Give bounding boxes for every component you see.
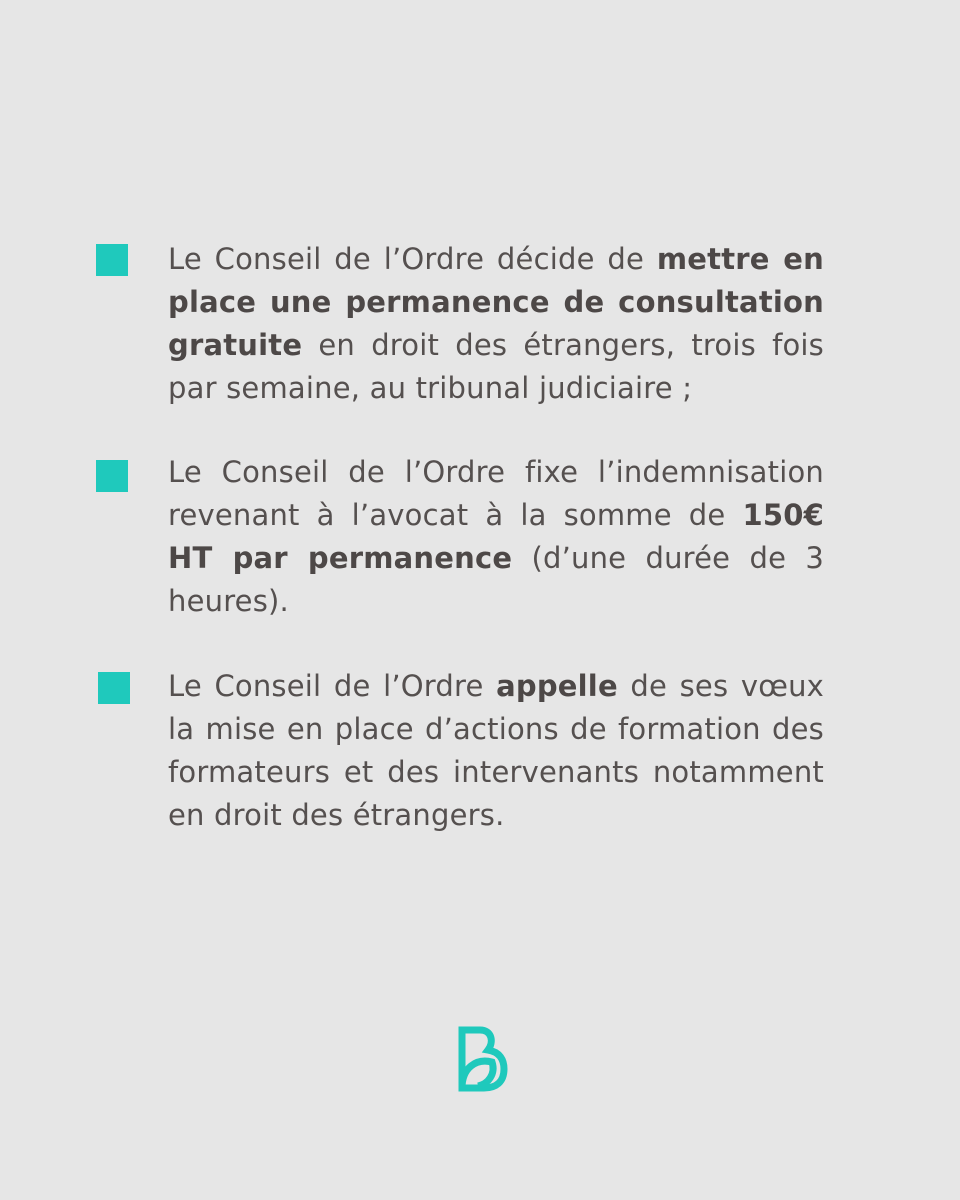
b-logo-icon	[458, 1026, 508, 1092]
text-segment: (d’une durée de 3 heures).	[168, 541, 824, 618]
text-segment: de ses vœux la mise en place d’actions de formation des formateurs et des intervenants notamment en droit des étrangers.	[168, 669, 825, 832]
text-segment-bold: appelle	[496, 669, 618, 703]
text-segment: Le Conseil de l’Ordre	[168, 669, 497, 703]
square-bullet-icon	[96, 460, 128, 492]
text-segment: Le Conseil de l’Ordre fixe l’indemnisation revenant à l’avocat à la somme de	[168, 455, 824, 532]
square-bullet-icon	[98, 672, 130, 704]
list-item-text-3	[168, 665, 824, 837]
text-segment: Le Conseil de l’Ordre décide de	[168, 242, 657, 276]
text-segment-bold: mettre en place une permanence de consultation gratuite	[168, 242, 824, 362]
text-segment-bold: 150€ HT par permanence	[168, 498, 824, 575]
text-segment: en droit des étrangers, trois fois par semaine, au tribunal judiciaire ;	[168, 328, 824, 405]
square-bullet-icon	[96, 244, 128, 276]
list-item-text-1	[168, 238, 824, 410]
list-item-text-2	[168, 451, 824, 623]
